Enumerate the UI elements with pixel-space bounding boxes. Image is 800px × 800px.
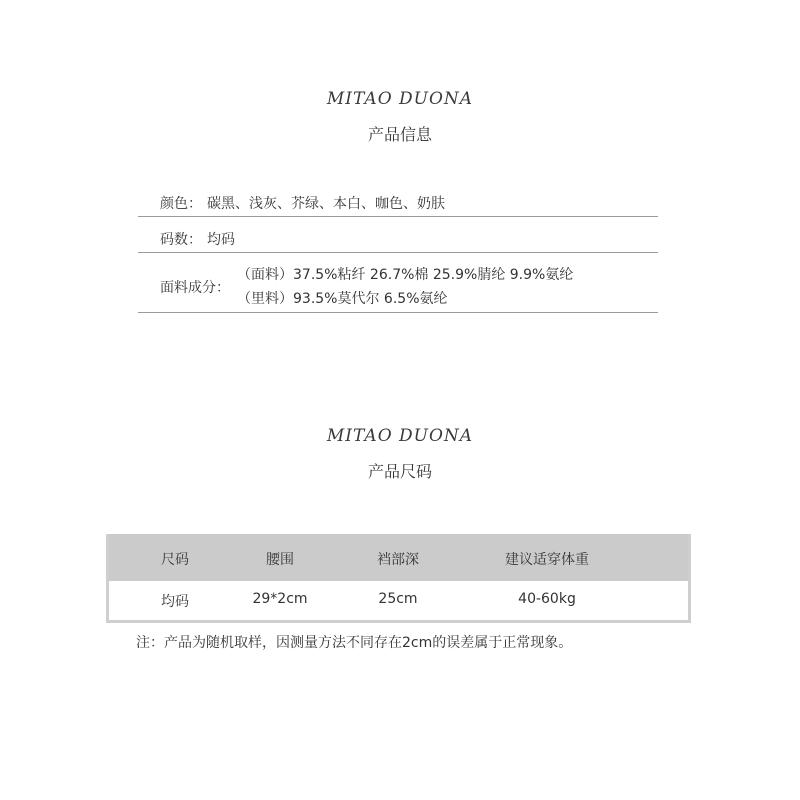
cell-weight: 40-60kg [518, 591, 576, 607]
product-size-heading: 产品尺码 [367, 462, 432, 481]
cell-size: 均码 [161, 594, 189, 610]
size-table-header [109, 534, 688, 581]
fabric-line-outer: （面料）37.5%粘纤 26.7%棉 25.9%腈纶 9.9%氨纶 [237, 267, 574, 283]
brand-title-1: MITAO DUONA [326, 89, 474, 109]
info-row-size [138, 217, 658, 253]
header-crotch-depth: 裆部深 [377, 552, 419, 568]
cell-crotch-depth: 25cm [378, 591, 418, 607]
fabric-label: 面料成分： [160, 280, 230, 296]
info-row-fabric [138, 253, 658, 313]
info-row-color [138, 190, 658, 217]
cell-waist: 29*2cm [252, 591, 308, 607]
fabric-line-lining: （里料）93.5%莫代尔 6.5%氨纶 [237, 291, 448, 307]
measurement-note: 注：产品为随机取样，因测量方法不同存在2cm的误差属于正常现象。 [136, 635, 573, 651]
size-value: 均码 [207, 232, 235, 248]
color-value: 碳黑、浅灰、芥绿、本白、咖色、奶肤 [207, 196, 445, 212]
header-waist: 腰围 [266, 552, 294, 568]
brand-title-2: MITAO DUONA [326, 426, 474, 446]
color-label: 颜色： [160, 196, 202, 212]
size-label: 码数： [160, 232, 202, 248]
header-size: 尺码 [161, 552, 189, 568]
product-info-heading: 产品信息 [367, 125, 432, 144]
size-table [106, 534, 691, 623]
header-weight: 建议适穿体重 [505, 552, 589, 568]
